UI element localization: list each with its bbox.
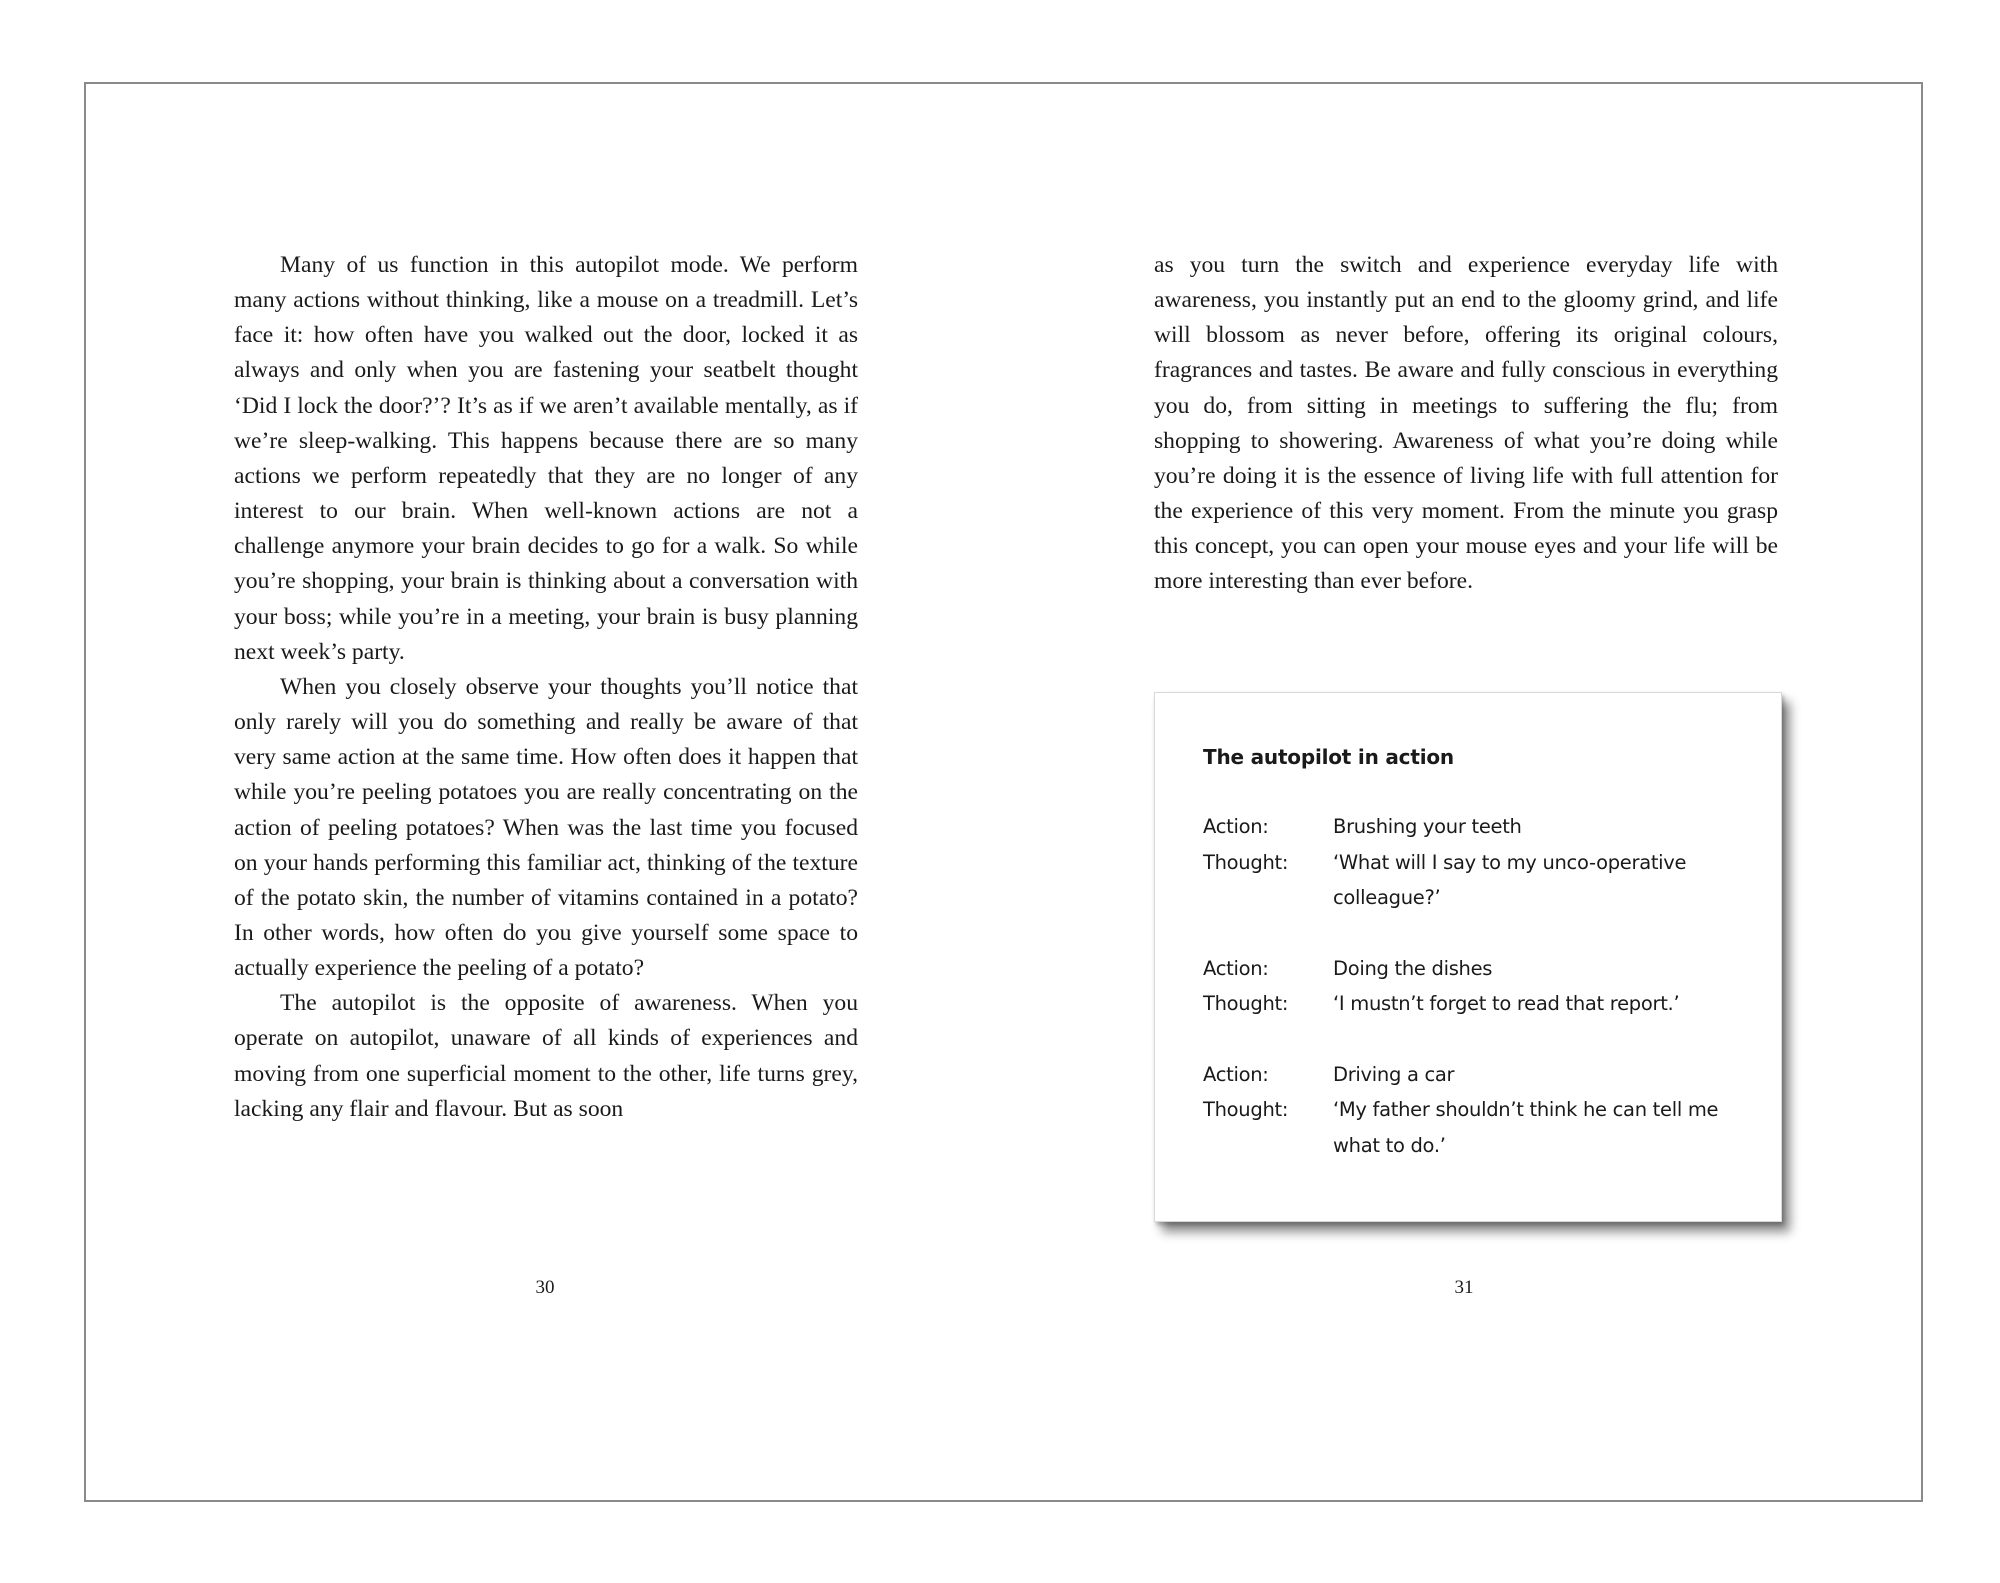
- sidebar-box: [1154, 692, 1782, 1222]
- body-paragraph: as you turn the switch and experience everyday life with awareness, you instantly put an end to the gloomy grind, and life will blossom as never before, offering its original colours, fragrances and tastes. Be aware and fully conscious in everything you do, from sitting in meetings to suffering the flu; from shopping to showering. Awareness of what you’re doing while you’re doing it is the essence of living life with full attention for the experience of this very moment. From the minute you grasp this concept, you can open your mouse eyes and your life will be more interesting than ever before.: [1154, 252, 1778, 595]
- thought-label: Thought:: [1203, 850, 1289, 874]
- body-paragraph: When you closely observe your thoughts you’ll notice that only rarely will you do something and really be aware of that very same action at the same time. How often does it happen that while you’re peeling potatoes you are really concentrating on the action of peeling potatoes? When was the last time you focused on your hands performing this familiar act, thinking of the texture of the potato skin, the number of vitamins contained in a potato? In other words, how often do you give yourself some space to actually experience the peeling of a potato?: [234, 673, 858, 982]
- thought-value: ‘My father shouldn’t think he can tell me what to do.’: [1333, 1098, 1719, 1157]
- book-spread: [84, 82, 1923, 1502]
- thought-row: [1203, 1092, 1743, 1163]
- thought-value: ‘I mustn’t forget to read that report.’: [1333, 992, 1680, 1015]
- box-list: [1203, 809, 1743, 1198]
- right-page-body: [1154, 248, 1778, 600]
- action-row: [1203, 809, 1743, 845]
- action-thought-pair: [1203, 809, 1743, 916]
- action-label: Action:: [1203, 815, 1269, 838]
- page-number-left: 30: [535, 1277, 555, 1298]
- thought-row: [1203, 845, 1743, 916]
- action-thought-pair: [1203, 951, 1743, 1022]
- action-label: Action:: [1203, 956, 1269, 980]
- body-paragraph: Many of us function in this autopilot mode. We perform many actions without thinking, like a mouse on a treadmill. Let’s face it: how often have you walked out the door, locked it as always and only when you are fastening your seatbelt thought ‘Did I lock the door?’? It’s as if we aren’t available mentally, as if we’re sleep-walking. This happens because there are so many actions we perform repeatedly that they are no longer of any interest to our brain. When well-known actions are not a challenge anymore your brain decides to go for a walk. So while you’re shopping, your brain is thinking about a conversation with your boss; while you’re in a meeting, your brain is busy planning next week’s party.: [234, 252, 858, 665]
- action-row: [1203, 1057, 1743, 1093]
- action-value: Driving a car: [1333, 1062, 1455, 1086]
- body-paragraph: The autopilot is the opposite of awareness. When you operate on autopilot, unaware of all kinds of experiences and moving from one superficial moment to the other, life turns grey, lacking any flair and flavour. But as soon: [234, 990, 858, 1122]
- action-label: Action:: [1203, 1062, 1269, 1086]
- action-row: [1203, 951, 1743, 987]
- left-page-body: [234, 248, 858, 1127]
- thought-label: Thought:: [1203, 1098, 1289, 1121]
- thought-label: Thought:: [1203, 992, 1289, 1015]
- action-value: Brushing your teeth: [1333, 815, 1522, 838]
- action-thought-pair: [1203, 1057, 1743, 1164]
- action-value: Doing the dishes: [1333, 956, 1493, 980]
- thought-value: ‘What will I say to my unco-operative colleague?’: [1333, 850, 1687, 909]
- page-number-right: 31: [1454, 1277, 1474, 1298]
- thought-row: [1203, 986, 1743, 1022]
- box-title: The autopilot in action: [1203, 745, 1454, 769]
